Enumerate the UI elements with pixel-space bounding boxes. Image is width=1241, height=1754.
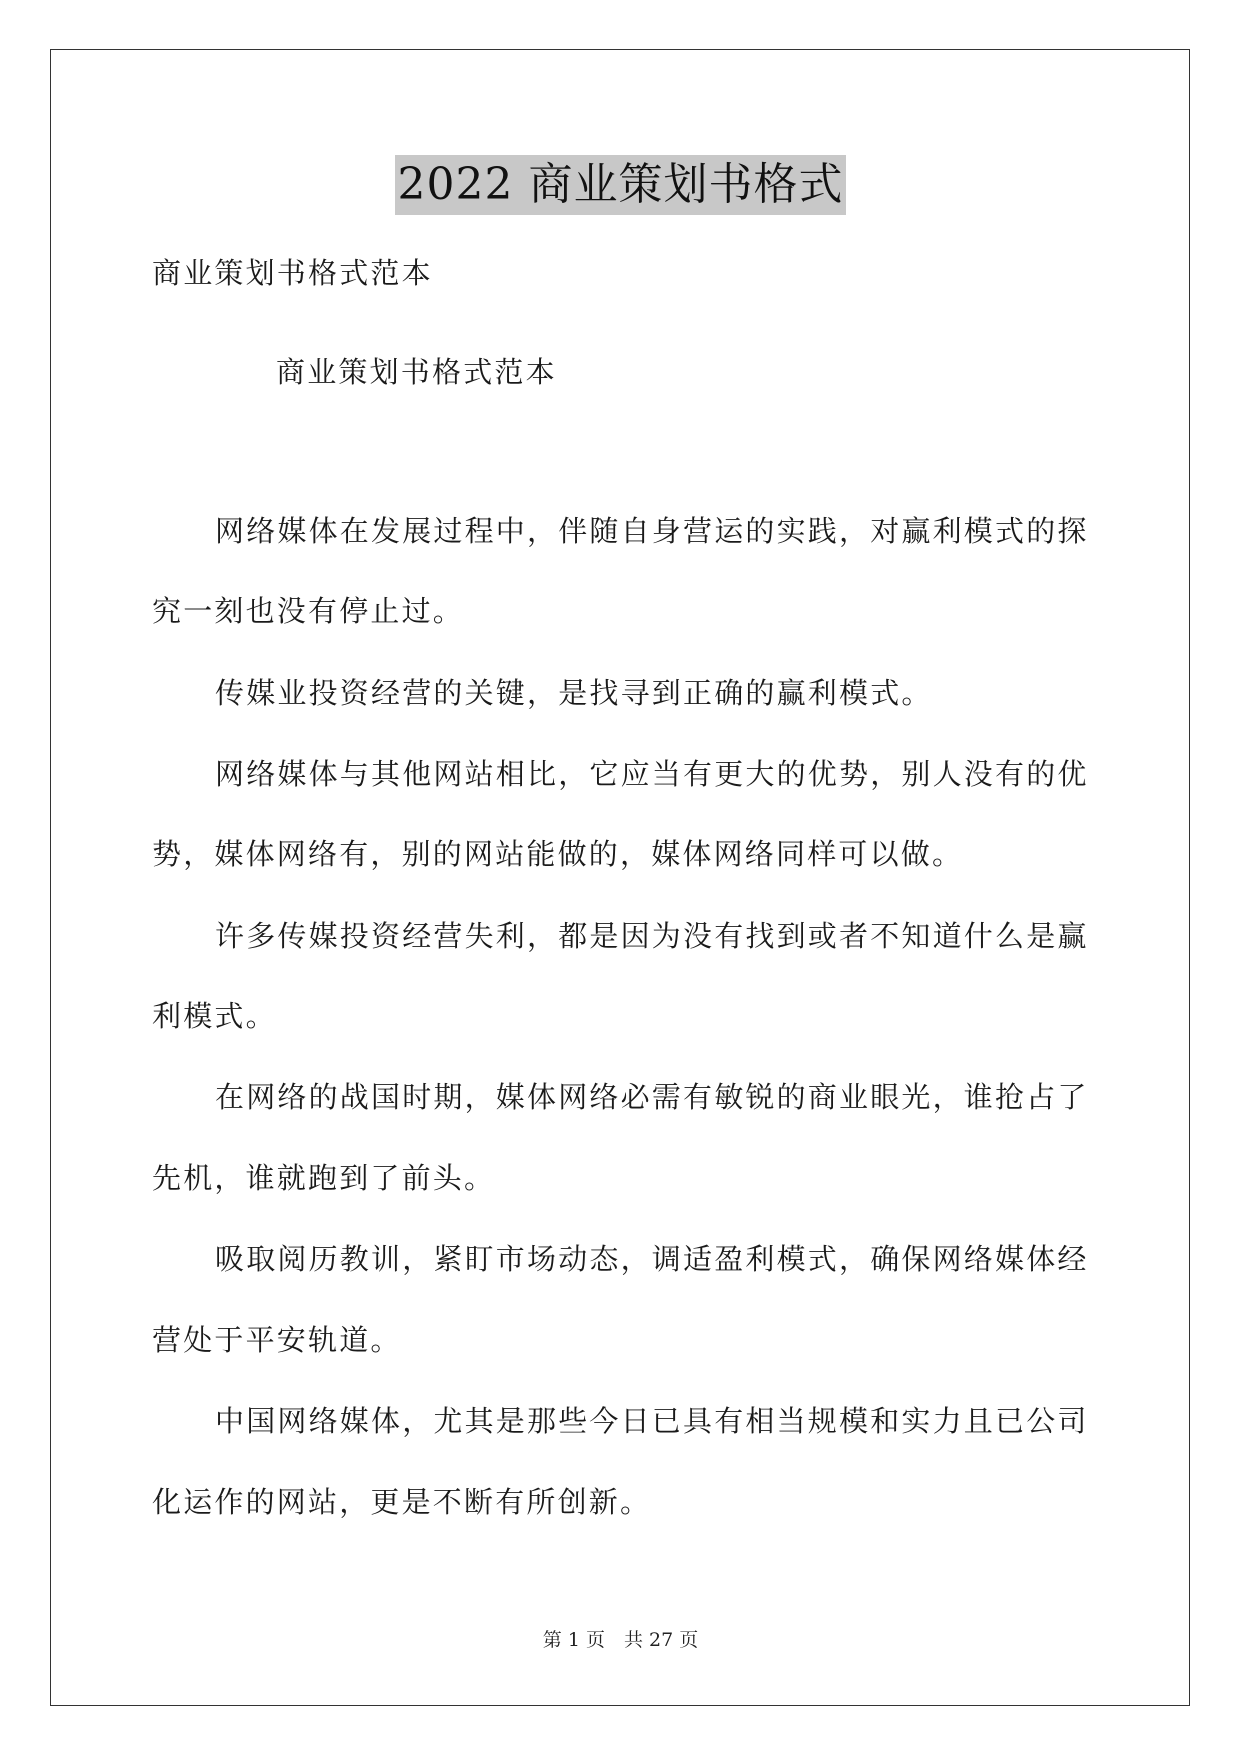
paragraph-line: 网络媒体在发展过程中，伴随自身营运的实践，对赢利模式的探 — [215, 514, 1089, 548]
paragraph-line: 传媒业投资经营的关键，是找寻到正确的赢利模式。 — [215, 676, 933, 710]
paragraph-line: 营处于平安轨道。 — [152, 1323, 402, 1357]
subtitle-indented: 商业策划书格式范本 — [276, 355, 557, 389]
page-number: 第 1 页 共 27 页 — [542, 1629, 699, 1651]
paragraph-line: 先机，谁就跑到了前头。 — [152, 1161, 496, 1195]
paragraph-line: 网络媒体与其他网站相比，它应当有更大的优势，别人没有的优 — [215, 757, 1089, 791]
subtitle: 商业策划书格式范本 — [152, 256, 433, 290]
page-border — [50, 49, 1190, 1706]
paragraph-line: 中国网络媒体，尤其是那些今日已具有相当规模和实力且已公司 — [215, 1404, 1089, 1438]
paragraph-line: 许多传媒投资经营失利，都是因为没有找到或者不知道什么是赢 — [215, 919, 1089, 953]
paragraph-line: 究一刻也没有停止过。 — [152, 594, 465, 628]
paragraph-line: 吸取阅历教训，紧盯市场动态，调适盈利模式，确保网络媒体经 — [215, 1242, 1089, 1276]
paragraph-line: 在网络的战国时期，媒体网络必需有敏锐的商业眼光，谁抢占了 — [215, 1080, 1089, 1114]
paragraph-line: 化运作的网站，更是不断有所创新。 — [152, 1485, 652, 1519]
paragraph-line: 利模式。 — [152, 999, 277, 1033]
document-title: 2022 商业策划书格式 — [395, 155, 847, 215]
paragraph-line: 势，媒体网络有，别的网站能做的，媒体网络同样可以做。 — [152, 837, 964, 871]
title-container — [0, 155, 1241, 215]
